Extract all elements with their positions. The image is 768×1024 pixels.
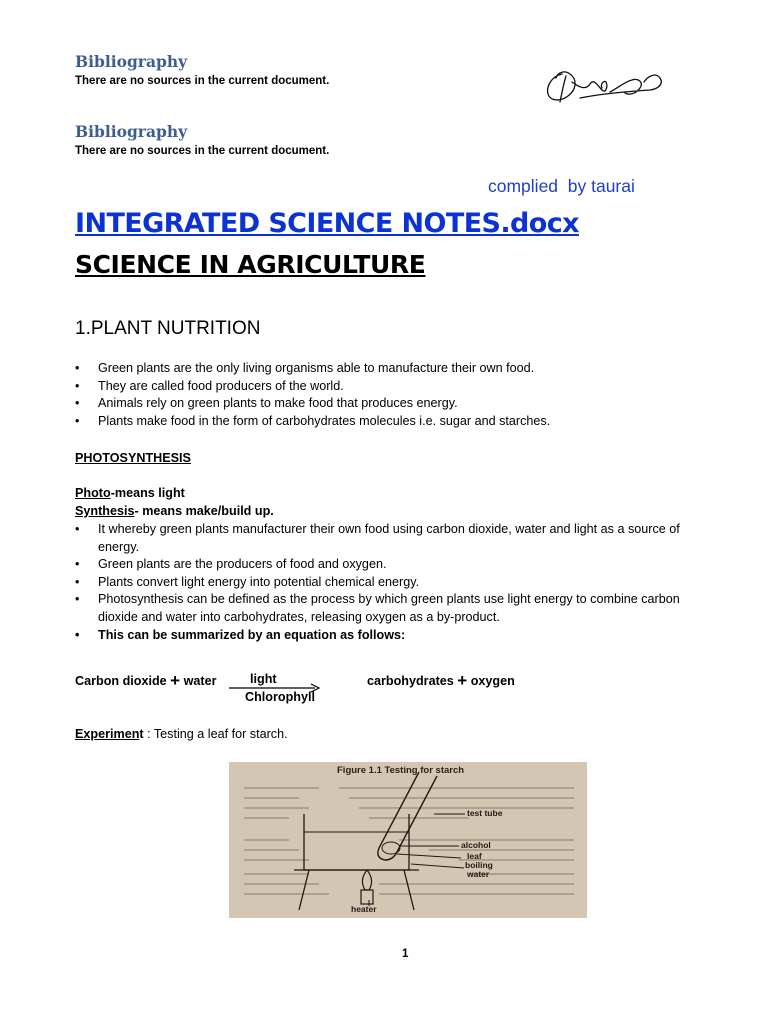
photosynthesis-heading: PHOTOSYNTHESIS (75, 451, 191, 465)
equation-left (75, 671, 217, 691)
starch-test-diagram (229, 762, 587, 918)
label-boiling: boiling (465, 860, 493, 870)
page-number: 1 (402, 948, 409, 960)
synthesis-definition (75, 504, 274, 518)
list-item: • Green plants are the producers of food and oxygen. (75, 556, 707, 574)
equation-right (367, 671, 515, 691)
arrow-over-label: light (250, 672, 277, 686)
label-test-tube: test tube (467, 808, 503, 818)
list-item: • Plants convert light energy into potential chemical energy. (75, 574, 707, 592)
list-item: • Green plants are the only living organisms able to manufacture their own food. (75, 360, 695, 378)
list-item: • Photosynthesis can be defined as the process by which green plants use light energy to combine carbon dioxide and water into carbohydrates, releasing oxygen as a by-product. (75, 591, 707, 626)
photo-definition (75, 486, 185, 500)
plus-sign: + (170, 671, 181, 690)
photo-def: -means light (110, 486, 185, 500)
experiment-term: Experimen (75, 727, 140, 741)
product-2: oxygen (470, 674, 515, 688)
list-item: • This can be summarized by an equation as follows: (75, 627, 707, 645)
photo-term: Photo (75, 486, 111, 500)
reactant-2: water (183, 674, 217, 688)
synthesis-def: - means make/build up. (134, 504, 274, 518)
label-leaf: leaf (467, 851, 482, 861)
arrow-under-label: Chlorophyll (245, 690, 315, 704)
list-item: • Animals rely on green plants to make food that produces energy. (75, 395, 695, 413)
bibliography-text-1: There are no sources in the current document. (75, 75, 330, 87)
subject-title: SCIENCE IN AGRICULTURE (75, 250, 426, 279)
figure-photo (229, 762, 587, 918)
list-item: • They are called food producers of the world. (75, 378, 695, 396)
label-heater: heater (351, 904, 377, 914)
plus-sign: + (457, 671, 468, 690)
photosynthesis-bullet-list (75, 521, 707, 644)
bibliography-text-2: There are no sources in the current document. (75, 145, 330, 157)
section-heading: 1.PLANT NUTRITION (75, 318, 261, 339)
experiment-text: : Testing a leaf for starch. (143, 727, 288, 741)
document-title-link[interactable]: INTEGRATED SCIENCE NOTES.docx (75, 208, 579, 239)
experiment-term-tail: t (139, 727, 144, 741)
experiment-line (75, 727, 288, 741)
synthesis-term: Synthesis (75, 504, 135, 518)
figure-caption: Figure 1.1 Testing for starch (337, 765, 465, 776)
reactant-1: Carbon dioxide (75, 674, 167, 688)
product-1: carbohydrates (367, 674, 454, 688)
label-alcohol: alcohol (461, 840, 491, 850)
nutrition-bullet-list (75, 360, 695, 430)
label-water: water (467, 869, 490, 879)
list-item: • Plants make food in the form of carbohydrates molecules i.e. sugar and starches. (75, 413, 695, 431)
signature-image (540, 64, 670, 108)
bibliography-heading-2: Bibliography (75, 122, 188, 141)
compiled-by-credit: complied by taurai (488, 176, 635, 196)
bibliography-heading-1: Bibliography (75, 52, 188, 71)
list-item: • It whereby green plants manufacturer their own food using carbon dioxide, water and light as a source of energy. (75, 521, 707, 556)
